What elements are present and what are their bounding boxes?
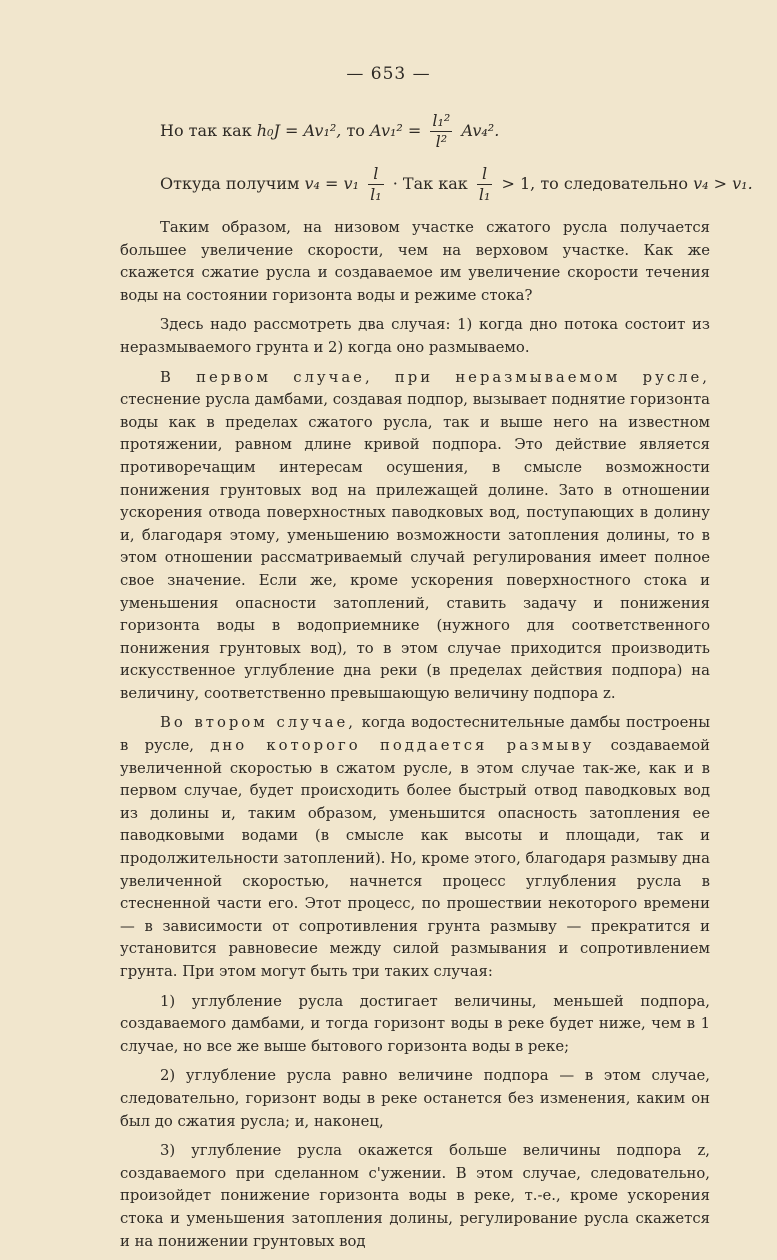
formula2-fraction-2 [477,166,493,203]
page-number: — 653 — [346,64,431,84]
paragraph-1: Таким образом, на низовом участке сжатого русла получается большее увеличение скорости, чем на верховом участке. Как же скажется сжатие русла и создаваемое им увеличение скорости течения воды на состоянии горизонта воды и режиме стока? [120,219,710,304]
formula2-fraction-2-num: l [477,166,493,185]
formula-line-2 [160,166,753,203]
formula1-fraction [430,113,452,150]
paragraph-4-lead: Во втором случае, [160,714,356,732]
formula2-fraction-1-num: l [368,166,384,185]
paragraph-4-rest: создаваемой увеличенной скоростью в сжатом русле, в этом случае так-же, как и в первом случае, будет происходить более быстрый отвод паводковых вод из долины и, таким образом, уменьшится опасность затопления ее паводковыми водами (в смысле как высоты и площади, так и продолжительности затоплений). Но, кроме этого, благодаря размыву дна увеличенной скоростью, начнется процесс углубления русла в стесненной части его. Этот процесс, по прошествии некоторого времени — в зависимости от сопротивления грунта размыву — прекратится и установится равновесие между силой размывания и сопротивлением грунта. При этом могут быть три таких случая: [120,737,710,980]
paragraph-6: 2) углубление русла равно величине подпора — в этом случае, следовательно, горизонт воды в реке останется без изменения, каким он был до сжатия русла; и, наконец, [120,1067,710,1130]
formula2-tail: > 1, то следовательно [501,174,688,193]
paragraph-5: 1) углубление русла достигает величины, меньшей подпора, создаваемого дамбами, и тогда горизонт воды в реке будет ниже, чем в 1 случае, но все же выше бытового горизонта воды в реке; [120,992,710,1055]
formula2-dot: · [392,174,398,193]
formula1-lhs: Av₁² = [370,121,422,140]
paragraph-3-lead: В первом случае, при неразмываемом русле, [160,368,710,386]
formula2-result: v₄ > v₁. [693,174,753,193]
formula2-fraction-2-den: l₁ [478,185,491,204]
paragraph-4-rest-a: когда водостеснительные дамбы построены в русле, [120,714,710,755]
formula1-fraction-num: l₁² [432,111,451,130]
paragraph-3-rest: стеснение русла дамбами, создавая подпор, вызывает поднятие горизонта воды как в пределах сжатого русла, так и выше него на известном протяжении, равном длине кривой подпора. Это действие является противоречащим интересам осушения, в смысле возможности понижения грунтовых вод на прилежащей долине. Зато в отношении ускорения отвода поверхностных паводковых вод, поступающих в долину и, благодаря этому, уменьшению возможности затопления долины, то в этом отношении рассматриваемый случай регулирования имеет полное свое значение. Если же, кроме ускорения поверхностного стока и уменьшения опасности затоплений, ставить задачу и понижения горизонта воды в водоприемнике (нужного для соответственного понижения грунтовых вод), то в этом случае приходится производить искусственное углубление дна реки (в пределах действия подпора) на величину, соответственно превышающую величину подпора z. [120,391,710,702]
paragraph-7: 3) углубление русла окажется больше величины подпора z, создаваемого при сделанном с'ужении. В этом случае, следовательно, произойдет понижение горизонта воды в реке, т.-е., кроме ускорения стока и уменьшения затопления долины, регулирование русла скажется и на понижении грунтовых вод [120,1142,710,1250]
formula2-expr: v₄ = v₁ [304,174,359,193]
formula2-prefix: Откуда получим [160,174,300,193]
formula1-word: то [346,121,365,140]
formula2-fraction-1 [368,166,384,203]
paragraph-2: Здесь надо рассмотреть два случая: 1) когда дно потока состоит из неразмываемого грунта и 2) когда оно размываемо. [120,316,710,356]
paragraph-4 [120,712,710,983]
formula2-fraction-1-den: l₁ [370,185,382,204]
formula1-prefix: Но так как [160,121,252,140]
body-text [120,217,710,1260]
paragraph-4-lead-2: дно которого поддается размыву [210,737,595,755]
paragraph-3 [120,367,710,706]
formula1-fraction-den: l² [435,132,448,151]
formula-line-1 [160,113,499,150]
formula1-expr1: h₀J = Av₁², [256,121,342,140]
formula2-middle: Так как [402,174,468,193]
formula1-rhs: Av₄². [461,121,500,140]
